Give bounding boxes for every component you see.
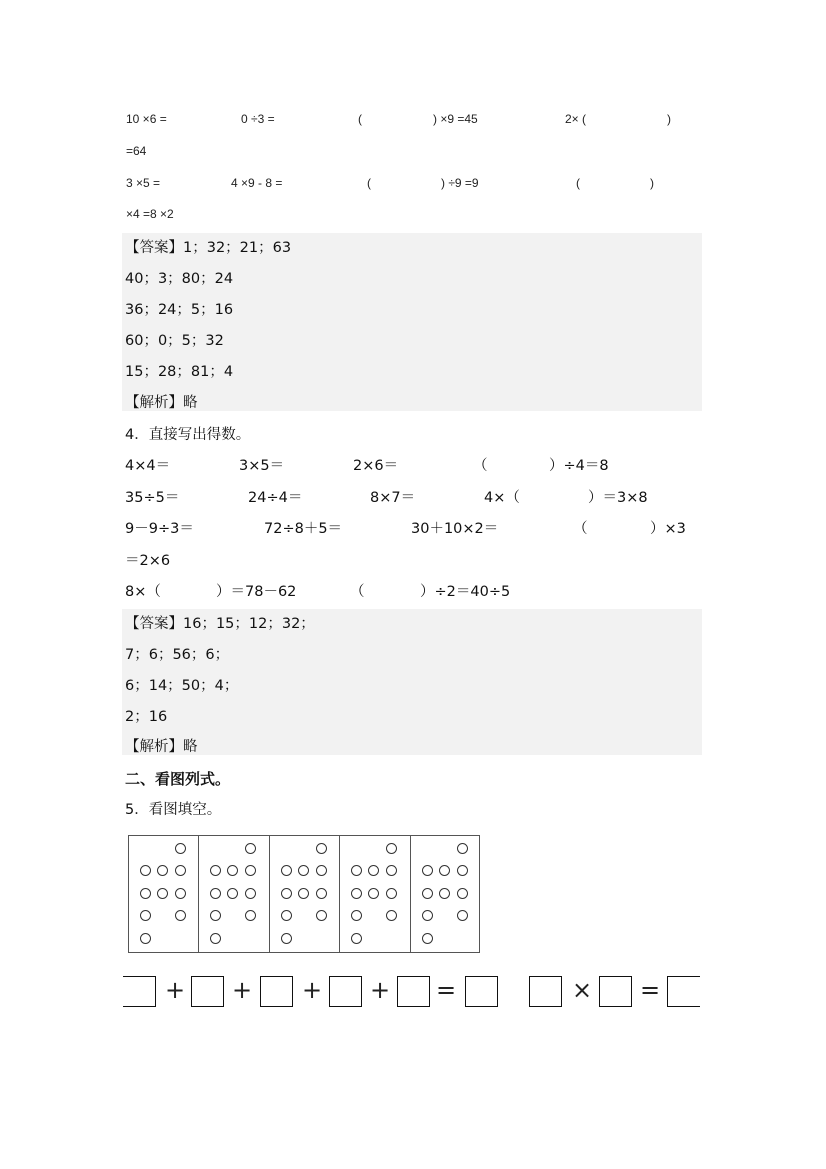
circle [351, 933, 362, 944]
answer-blank[interactable] [397, 976, 430, 1007]
expr: ) ÷9 =9 [441, 176, 479, 190]
answer-blank[interactable] [123, 976, 156, 1007]
circle [298, 865, 309, 876]
circle [457, 843, 468, 854]
circle [351, 910, 362, 921]
circle [439, 888, 450, 899]
circle [140, 888, 151, 899]
expr: 72÷8＋5＝ [264, 521, 343, 537]
circle [439, 865, 450, 876]
circle [245, 843, 256, 854]
circle [422, 910, 433, 921]
circle [245, 888, 256, 899]
expr: ( [358, 112, 362, 126]
answer-line: 36；24；5；16 [125, 302, 234, 318]
circle [140, 933, 151, 944]
expr: 35÷5＝ [125, 490, 180, 506]
expr: 2× ( [565, 112, 587, 126]
expr: 24÷4＝ [248, 490, 303, 506]
circle [386, 843, 397, 854]
figure-panel [270, 836, 340, 952]
circle [140, 910, 151, 921]
analysis-line: 【解析】略 [125, 739, 198, 755]
expr: 10 ×6 = [126, 112, 167, 126]
plus-sign: + [165, 976, 186, 1004]
equals-sign: = [436, 976, 457, 1004]
circle [281, 910, 292, 921]
circle [386, 910, 397, 921]
expr: （ [473, 458, 488, 474]
circle [175, 888, 186, 899]
figure-panel [199, 836, 269, 952]
problem-title: 5．看图填空。 [125, 802, 222, 818]
circle [368, 888, 379, 899]
circle [175, 865, 186, 876]
analysis-line: 【解析】略 [125, 395, 198, 411]
circle [351, 865, 362, 876]
answer-line: 40；3；80；24 [125, 271, 234, 287]
circle [368, 865, 379, 876]
expr: ( [367, 176, 371, 190]
expr: 9－9÷3＝ [125, 521, 194, 537]
figure-panel [129, 836, 199, 952]
expr: ) [650, 176, 654, 190]
equals-sign: = [640, 976, 661, 1004]
answer-line: 7；6；56；6； [125, 647, 230, 663]
section-title: 二、看图列式。 [125, 770, 231, 788]
answer-line: 60；0；5；32 [125, 333, 224, 349]
answer-box [122, 609, 702, 755]
circle [457, 910, 468, 921]
circle-figure [128, 835, 480, 953]
expr: 0 ÷3 = [241, 112, 275, 126]
answer-line: 【答案】16；15；12；32； [125, 616, 315, 632]
answer-line: 6；14；50；4； [125, 678, 239, 694]
expr: 3 ×5 = [126, 176, 161, 190]
expr: 4×（ [484, 490, 520, 506]
answer-blank[interactable] [329, 976, 362, 1007]
circle [281, 865, 292, 876]
expr: 8×7＝ [370, 490, 416, 506]
circle [157, 865, 168, 876]
expr: ×4 =8 ×2 [126, 207, 174, 221]
expr: 4×4＝ [125, 458, 171, 474]
expr: 4 ×9 - 8 = [231, 176, 283, 190]
expr: ）×3 [650, 521, 686, 537]
expr: ）＝78－62 [216, 584, 297, 600]
plus-sign: + [232, 976, 253, 1004]
figure-panel [411, 836, 481, 952]
answer-blank[interactable] [191, 976, 224, 1007]
expr: 30＋10×2＝ [411, 521, 499, 537]
circle [281, 888, 292, 899]
figure-panel [340, 836, 410, 952]
answer-line: 15；28；81；4 [125, 364, 234, 380]
circle [457, 865, 468, 876]
circle [457, 888, 468, 899]
answer-line: 【答案】1；32；21；63 [125, 240, 292, 256]
answer-blank[interactable] [529, 976, 562, 1007]
circle [386, 865, 397, 876]
circle [316, 865, 327, 876]
expr: =64 [126, 144, 147, 158]
answer-box [122, 233, 702, 411]
circle [281, 933, 292, 944]
expr: ＝2×6 [125, 553, 171, 569]
expr: ）÷2＝40÷5 [420, 584, 511, 600]
circle [422, 865, 433, 876]
circle [227, 888, 238, 899]
expr: 2×6＝ [353, 458, 399, 474]
plus-sign: + [302, 976, 323, 1004]
problem-title: 4．直接写出得数。 [125, 427, 251, 443]
circle [422, 888, 433, 899]
circle [316, 910, 327, 921]
circle [175, 910, 186, 921]
answer-blank[interactable] [260, 976, 293, 1007]
circle [245, 910, 256, 921]
expr: ）÷4＝8 [549, 458, 609, 474]
answer-line: 2；16 [125, 709, 168, 725]
circle [210, 910, 221, 921]
circle [210, 888, 221, 899]
circle [140, 865, 151, 876]
expr: 8×（ [125, 584, 161, 600]
circle [386, 888, 397, 899]
circle [245, 865, 256, 876]
times-sign: × [572, 976, 593, 1004]
answer-blank[interactable] [465, 976, 498, 1007]
circle [316, 843, 327, 854]
answer-blank[interactable] [667, 976, 700, 1007]
circle [157, 888, 168, 899]
expr: ) ×9 =45 [433, 112, 478, 126]
expr: （ [573, 521, 588, 537]
circle [422, 933, 433, 944]
circle [351, 888, 362, 899]
plus-sign: + [370, 976, 391, 1004]
circle [227, 865, 238, 876]
expr: （ [350, 584, 365, 600]
circle [210, 865, 221, 876]
expr: ) [667, 112, 671, 126]
expr: ）＝3×8 [588, 490, 648, 506]
expr: 3×5＝ [239, 458, 285, 474]
circle [298, 888, 309, 899]
circle [175, 843, 186, 854]
circle [210, 933, 221, 944]
circle [316, 888, 327, 899]
expr: ( [576, 176, 580, 190]
answer-blank[interactable] [599, 976, 632, 1007]
